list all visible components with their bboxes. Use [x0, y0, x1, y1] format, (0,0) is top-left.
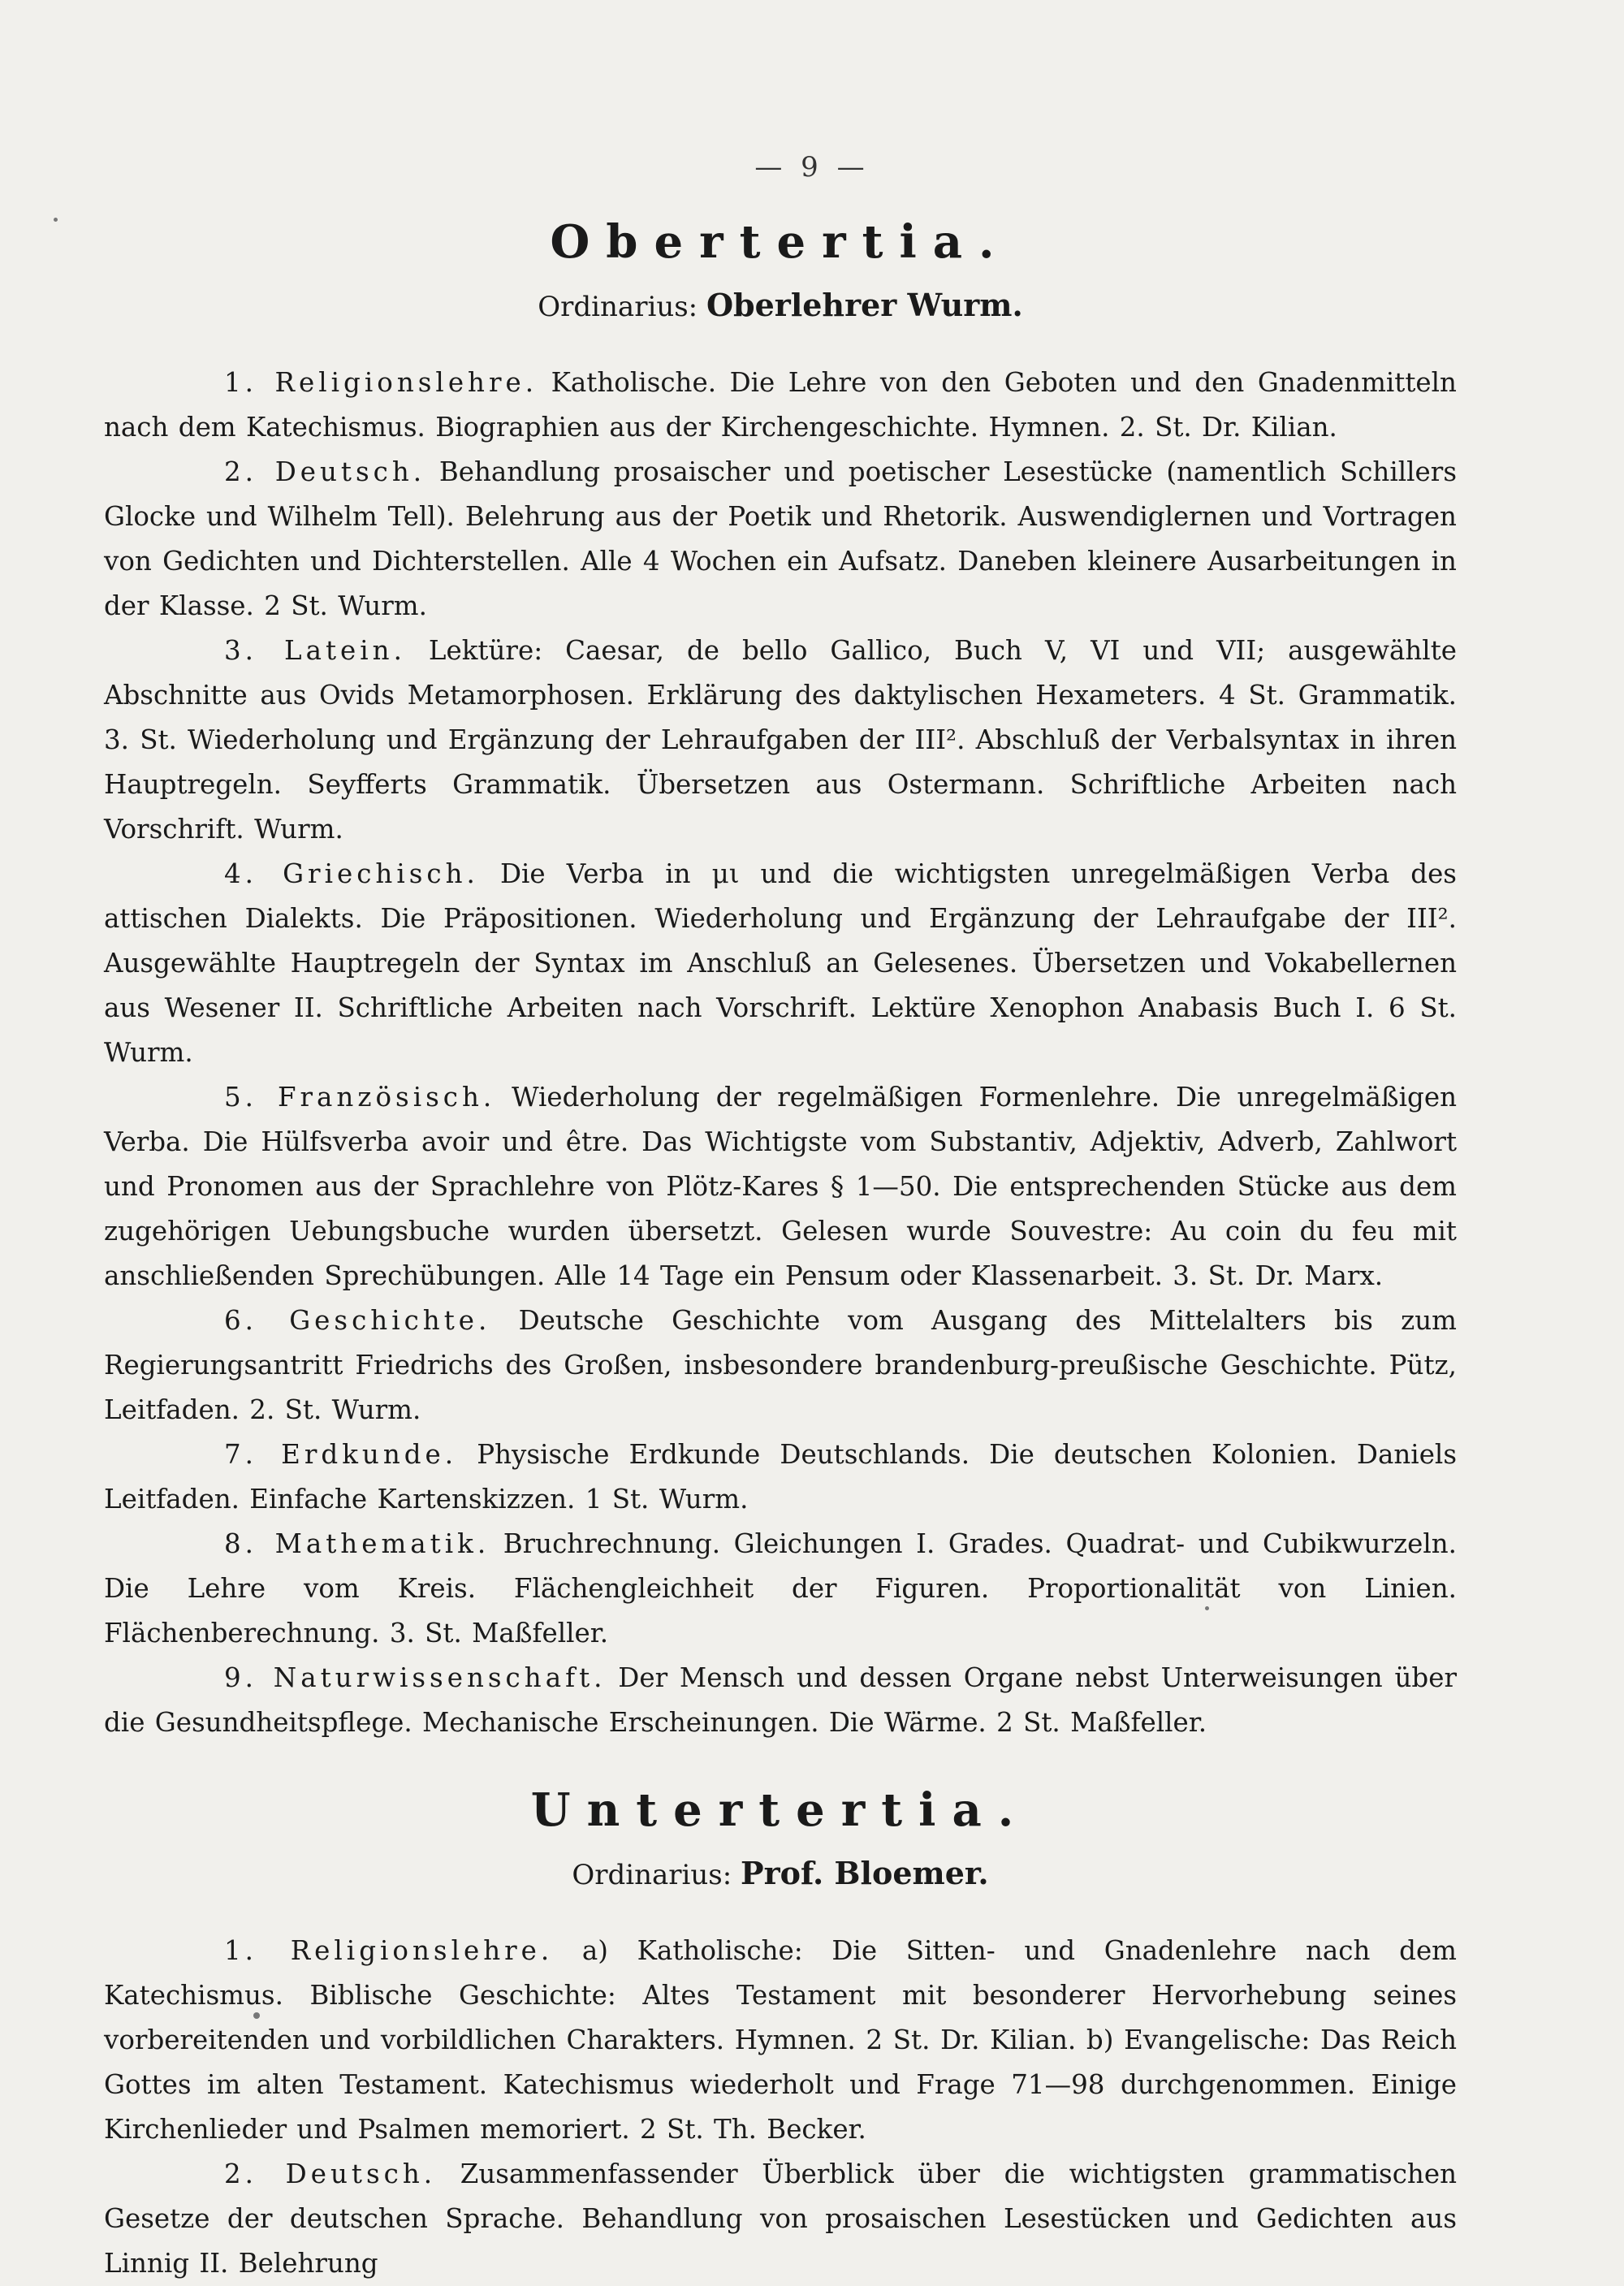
subject-paragraph: [104, 1075, 1457, 1299]
page-content: [104, 213, 1457, 2286]
section-title: Untertertia.: [530, 1783, 1030, 1837]
section-gap: [104, 1745, 1457, 1781]
subject-paragraph: [104, 2152, 1457, 2286]
subject-text: Zusammenfassender Überblick über die wichtigsten grammatischen Gesetze der deutschen Sprache. Behandlung von prosaischen Lesestücken und Gedichten aus Linnig II. Belehrung: [104, 2159, 1458, 2279]
ordinarius-name: Oberlehrer Wurm.: [706, 287, 1023, 323]
subject-heading: 3. Latein.: [224, 635, 406, 666]
subject-paragraph: [104, 1929, 1457, 2152]
scan-speck: [253, 2012, 260, 2019]
subject-paragraph: [104, 1299, 1457, 1433]
section-title: Obertertia.: [550, 215, 1011, 269]
subject-paragraph: [104, 450, 1457, 629]
subject-paragraph: [104, 1433, 1457, 1522]
subject-text: Deutsche Geschichte vom Ausgang des Mittelalters bis zum Regierungsantritt Friedrichs des Großen, insbesondere brandenburg-preußische Geschichte. Pütz, Leitfaden. 2. St. Wurm.: [104, 1305, 1458, 1425]
scan-speck: [54, 218, 58, 222]
subject-paragraph: [104, 629, 1457, 852]
subject-text: Behandlung prosaischer und poetischer Lesestücke (namentlich Schillers Glocke und Wilhelm Tell). Belehrung aus der Poetik und Rhetorik. Auswendiglernen und Vortragen von Gedichten und Dichterstellen. Alle 4 Wochen ein Aufsatz. Daneben kleinere Ausarbeitungen in der Klasse. 2 St. Wurm.: [104, 456, 1457, 621]
subject-text: a) Katholische: Die Sitten- und Gnadenlehre nach dem Katechismus. Biblische Geschichte: Altes Testament mit besonderer Hervorhebung seines vorbereitenden und vorbildlichen Charakters. Hymnen. 2 St. Dr. Kilian. b) Evangelische: Das Reich Gottes im alten Testament. Katechismus wiederholt und Frage 71—98 durchgenommen. Einige Kirchenlieder und Psalmen memoriert. 2 St. Th. Becker.: [104, 1935, 1457, 2145]
subject-text: Lektüre: Caesar, de bello Gallico, Buch V, VI und VII; ausgewählte Abschnitte aus Ovids Metamorphosen. Erklärung des daktylischen Hexameters. 4 St. Grammatik. 3. St. Wiederholung und Ergänzung der Lehraufgaben der III². Abschluß der Verbalsyntax in ihren Hauptregeln. Seyfferts Grammatik. Übersetzen aus Ostermann. Schriftliche Arbeiten nach Vorschrift. Wurm.: [104, 635, 1457, 845]
ordinarius-name: Prof. Bloemer.: [741, 1855, 989, 1891]
subject-text: Katholische. Die Lehre von den Geboten und den Gnadenmitteln nach dem Katechismus. Biographien aus der Kirchengeschichte. Hymnen. 2. St. Dr. Kilian.: [104, 367, 1457, 443]
subject-paragraph: [104, 1522, 1457, 1656]
subject-paragraph: [104, 1656, 1457, 1745]
subject-text: Bruchrechnung. Gleichungen I. Grades. Quadrat- und Cubikwurzeln. Die Lehre vom Kreis. Flächengleichheit der Figuren. Proportionalität von Linien. Flächenberechnung. 3. St. Maßfeller.: [104, 1528, 1457, 1649]
subject-paragraph: [104, 361, 1457, 450]
ordinarius-label: Ordinarius:: [572, 1859, 732, 1891]
ordinarius-label: Ordinarius:: [538, 291, 698, 323]
page-number: — 9 —: [754, 151, 870, 184]
subject-text: Physische Erdkunde Deutschlands. Die deutschen Kolonien. Daniels Leitfaden. Einfache Kartenskizzen. 1 St. Wurm.: [104, 1439, 1457, 1515]
subject-heading: 5. Französisch.: [224, 1082, 496, 1113]
subject-heading: 6. Geschichte.: [224, 1305, 491, 1336]
ordinarius-line: [104, 1854, 1457, 1895]
subject-paragraph: [104, 852, 1457, 1075]
subject-text: Die Verba in μι und die wichtigsten unregelmäßigen Verba des attischen Dialekts. Die Präpositionen. Wiederholung und Ergänzung der Lehraufgabe der III². Ausgewählte Hauptregeln der Syntax im Anschluß an Gelesenes. Übersetzen und Vokabellernen aus Wesener II. Schriftliche Arbeiten nach Vorschrift. Lektüre Xenophon Anabasis Buch I. 6 St. Wurm.: [104, 858, 1457, 1068]
subject-text: Wiederholung der regelmäßigen Formenlehre. Die unregelmäßigen Verba. Die Hülfsverba avoir und être. Das Wichtigste vom Substantiv, Adjektiv, Adverb, Zahlwort und Pronomen aus der Sprachlehre von Plötz-Kares § 1—50. Die entsprechenden Stücke aus dem zugehörigen Uebungsbuche wurden übersetzt. Gelesen wurde Souvestre: Au coin du feu mit anschließenden Sprechübungen. Alle 14 Tage ein Pensum oder Klassenarbeit. 3. St. Dr. Marx.: [104, 1082, 1458, 1291]
subject-heading: 9. Naturwissenschaft.: [224, 1662, 607, 1693]
scan-speck: [1205, 1606, 1209, 1610]
subject-text: Der Mensch und dessen Organe nebst Unterweisungen über die Gesundheitspflege. Mechanische Erscheinungen. Die Wärme. 2 St. Maßfeller.: [104, 1662, 1457, 1738]
subject-heading: 2. Deutsch.: [224, 2159, 437, 2189]
subject-heading: 1. Religionslehre.: [224, 1935, 554, 1966]
subject-heading: 1. Religionslehre.: [224, 367, 538, 398]
section-untertertia: [104, 1781, 1457, 2286]
section-obertertia: [104, 213, 1457, 1745]
subject-heading: 7. Erdkunde.: [224, 1439, 458, 1470]
subject-heading: 2. Deutsch.: [224, 456, 426, 487]
subject-heading: 8. Mathematik.: [224, 1528, 490, 1559]
ordinarius-line: [104, 286, 1457, 326]
subject-heading: 4. Griechisch.: [224, 858, 479, 889]
